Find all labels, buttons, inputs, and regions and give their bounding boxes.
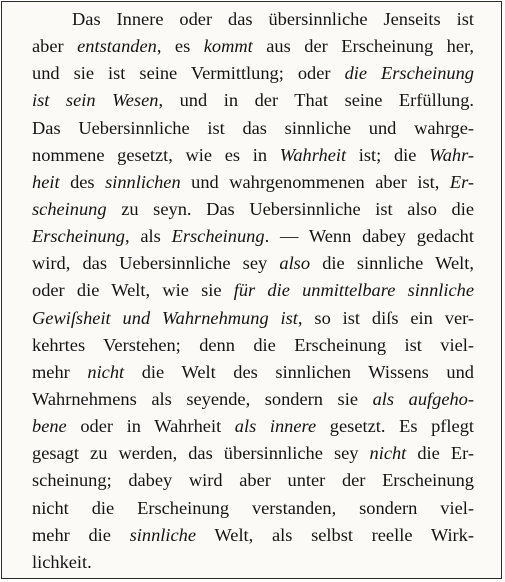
text-segment: Das Uebersinnliche ist das sinnliche und wahrge- — [32, 117, 474, 138]
text-segment: oder in Wahrheit — [66, 416, 235, 437]
italic-text-segment: Wahrheit — [279, 144, 347, 165]
text-line — [32, 495, 474, 522]
italic-text-segment: die Erscheinung — [344, 63, 474, 84]
text-line — [32, 549, 474, 576]
text-segment: und sie ist seine Vermittlung; oder — [32, 63, 345, 84]
text-segment: scheinung; dabey wird aber unter der Erscheinung — [32, 470, 474, 491]
text-line — [32, 440, 474, 467]
text-line — [32, 413, 474, 440]
text-segment: , und in der That seine Erfüllung. — [158, 90, 474, 111]
text-line — [32, 169, 474, 196]
italic-text-segment: nicht — [87, 361, 125, 382]
text-segment: , so ist diſs ein ver- — [297, 307, 474, 328]
text-segment: nicht die Erscheinung verstanden, sondern viel- — [32, 497, 474, 518]
text-line — [32, 196, 474, 223]
text-segment: oder die Welt, wie sie — [32, 280, 234, 301]
italic-text-segment: bene — [32, 416, 67, 437]
italic-text-segment: entstanden — [77, 36, 157, 57]
italic-text-segment: für die unmittelbare sinnliche — [233, 280, 474, 301]
text-line — [32, 277, 474, 304]
text-segment: lichkeit. — [32, 551, 92, 572]
text-line — [32, 305, 474, 332]
text-segment: die Er- — [406, 443, 474, 464]
text-line — [32, 250, 474, 277]
italic-text-segment: sinnliche — [129, 524, 197, 545]
text-segment: des — [59, 171, 106, 192]
text-segment: , als — [124, 226, 172, 247]
italic-text-segment: Gewiſsheit und Wahrnehmung ist — [32, 307, 298, 328]
italic-text-segment: als innere — [234, 416, 317, 437]
italic-text-segment: kommt — [203, 36, 253, 57]
text-line — [32, 467, 474, 494]
text-segment: die sinnliche Welt, — [310, 253, 474, 274]
italic-text-segment: Erscheinung — [171, 226, 265, 247]
text-line — [32, 60, 474, 87]
text-segment: Wahrnehmens als seyende, sondern sie — [32, 388, 373, 409]
text-segment: ist; die — [346, 144, 430, 165]
text-segment: nommene gesetzt, wie es in — [32, 144, 280, 165]
italic-text-segment: nicht — [369, 443, 407, 464]
text-segment: zu seyn. Das Uebersinnliche ist also die — [106, 198, 474, 219]
text-line — [32, 223, 474, 250]
book-page-text — [32, 6, 474, 576]
text-segment: die Welt des sinnlichen Wissens und — [124, 361, 474, 382]
italic-text-segment: sinnlichen — [105, 171, 181, 192]
text-segment: aus der Erscheinung her, — [252, 36, 474, 57]
text-segment: Welt, als selbst reelle Wirk- — [196, 524, 475, 545]
text-line — [32, 6, 474, 33]
italic-text-segment: ist sein Wesen — [32, 90, 159, 111]
text-segment: mehr — [32, 361, 88, 382]
text-line — [32, 522, 474, 549]
text-segment: und wahrgenommenen aber ist, — [180, 171, 450, 192]
text-line — [32, 359, 474, 386]
text-segment: wird, das Uebersinnliche sey — [32, 253, 280, 274]
text-segment: gesetzt. Es pflegt — [316, 416, 474, 437]
text-segment: gesagt zu werden, das übersinnliche sey — [32, 443, 370, 464]
text-line — [32, 386, 474, 413]
italic-text-segment: also — [279, 253, 311, 274]
text-segment: , es — [156, 36, 204, 57]
italic-text-segment: Erscheinung — [32, 226, 125, 247]
page-frame — [1, 1, 502, 579]
italic-text-segment: heit — [32, 171, 60, 192]
text-line — [32, 332, 474, 359]
italic-text-segment: als aufgeho- — [372, 388, 474, 409]
text-segment: Das Innere oder das übersinnliche Jenseits ist — [72, 9, 474, 29]
text-segment: . — Wenn dabey gedacht — [264, 226, 474, 247]
text-line — [32, 142, 474, 169]
text-segment: aber — [32, 36, 78, 57]
italic-text-segment: Wahr- — [429, 144, 475, 165]
text-segment: kehrtes Verstehen; denn die Erscheinung ist viel- — [32, 334, 474, 355]
text-line — [32, 33, 474, 60]
text-segment: mehr die — [32, 524, 130, 545]
italic-text-segment: Er- — [449, 171, 474, 192]
italic-text-segment: scheinung — [32, 198, 107, 219]
text-line — [32, 115, 474, 142]
text-line — [32, 87, 474, 114]
